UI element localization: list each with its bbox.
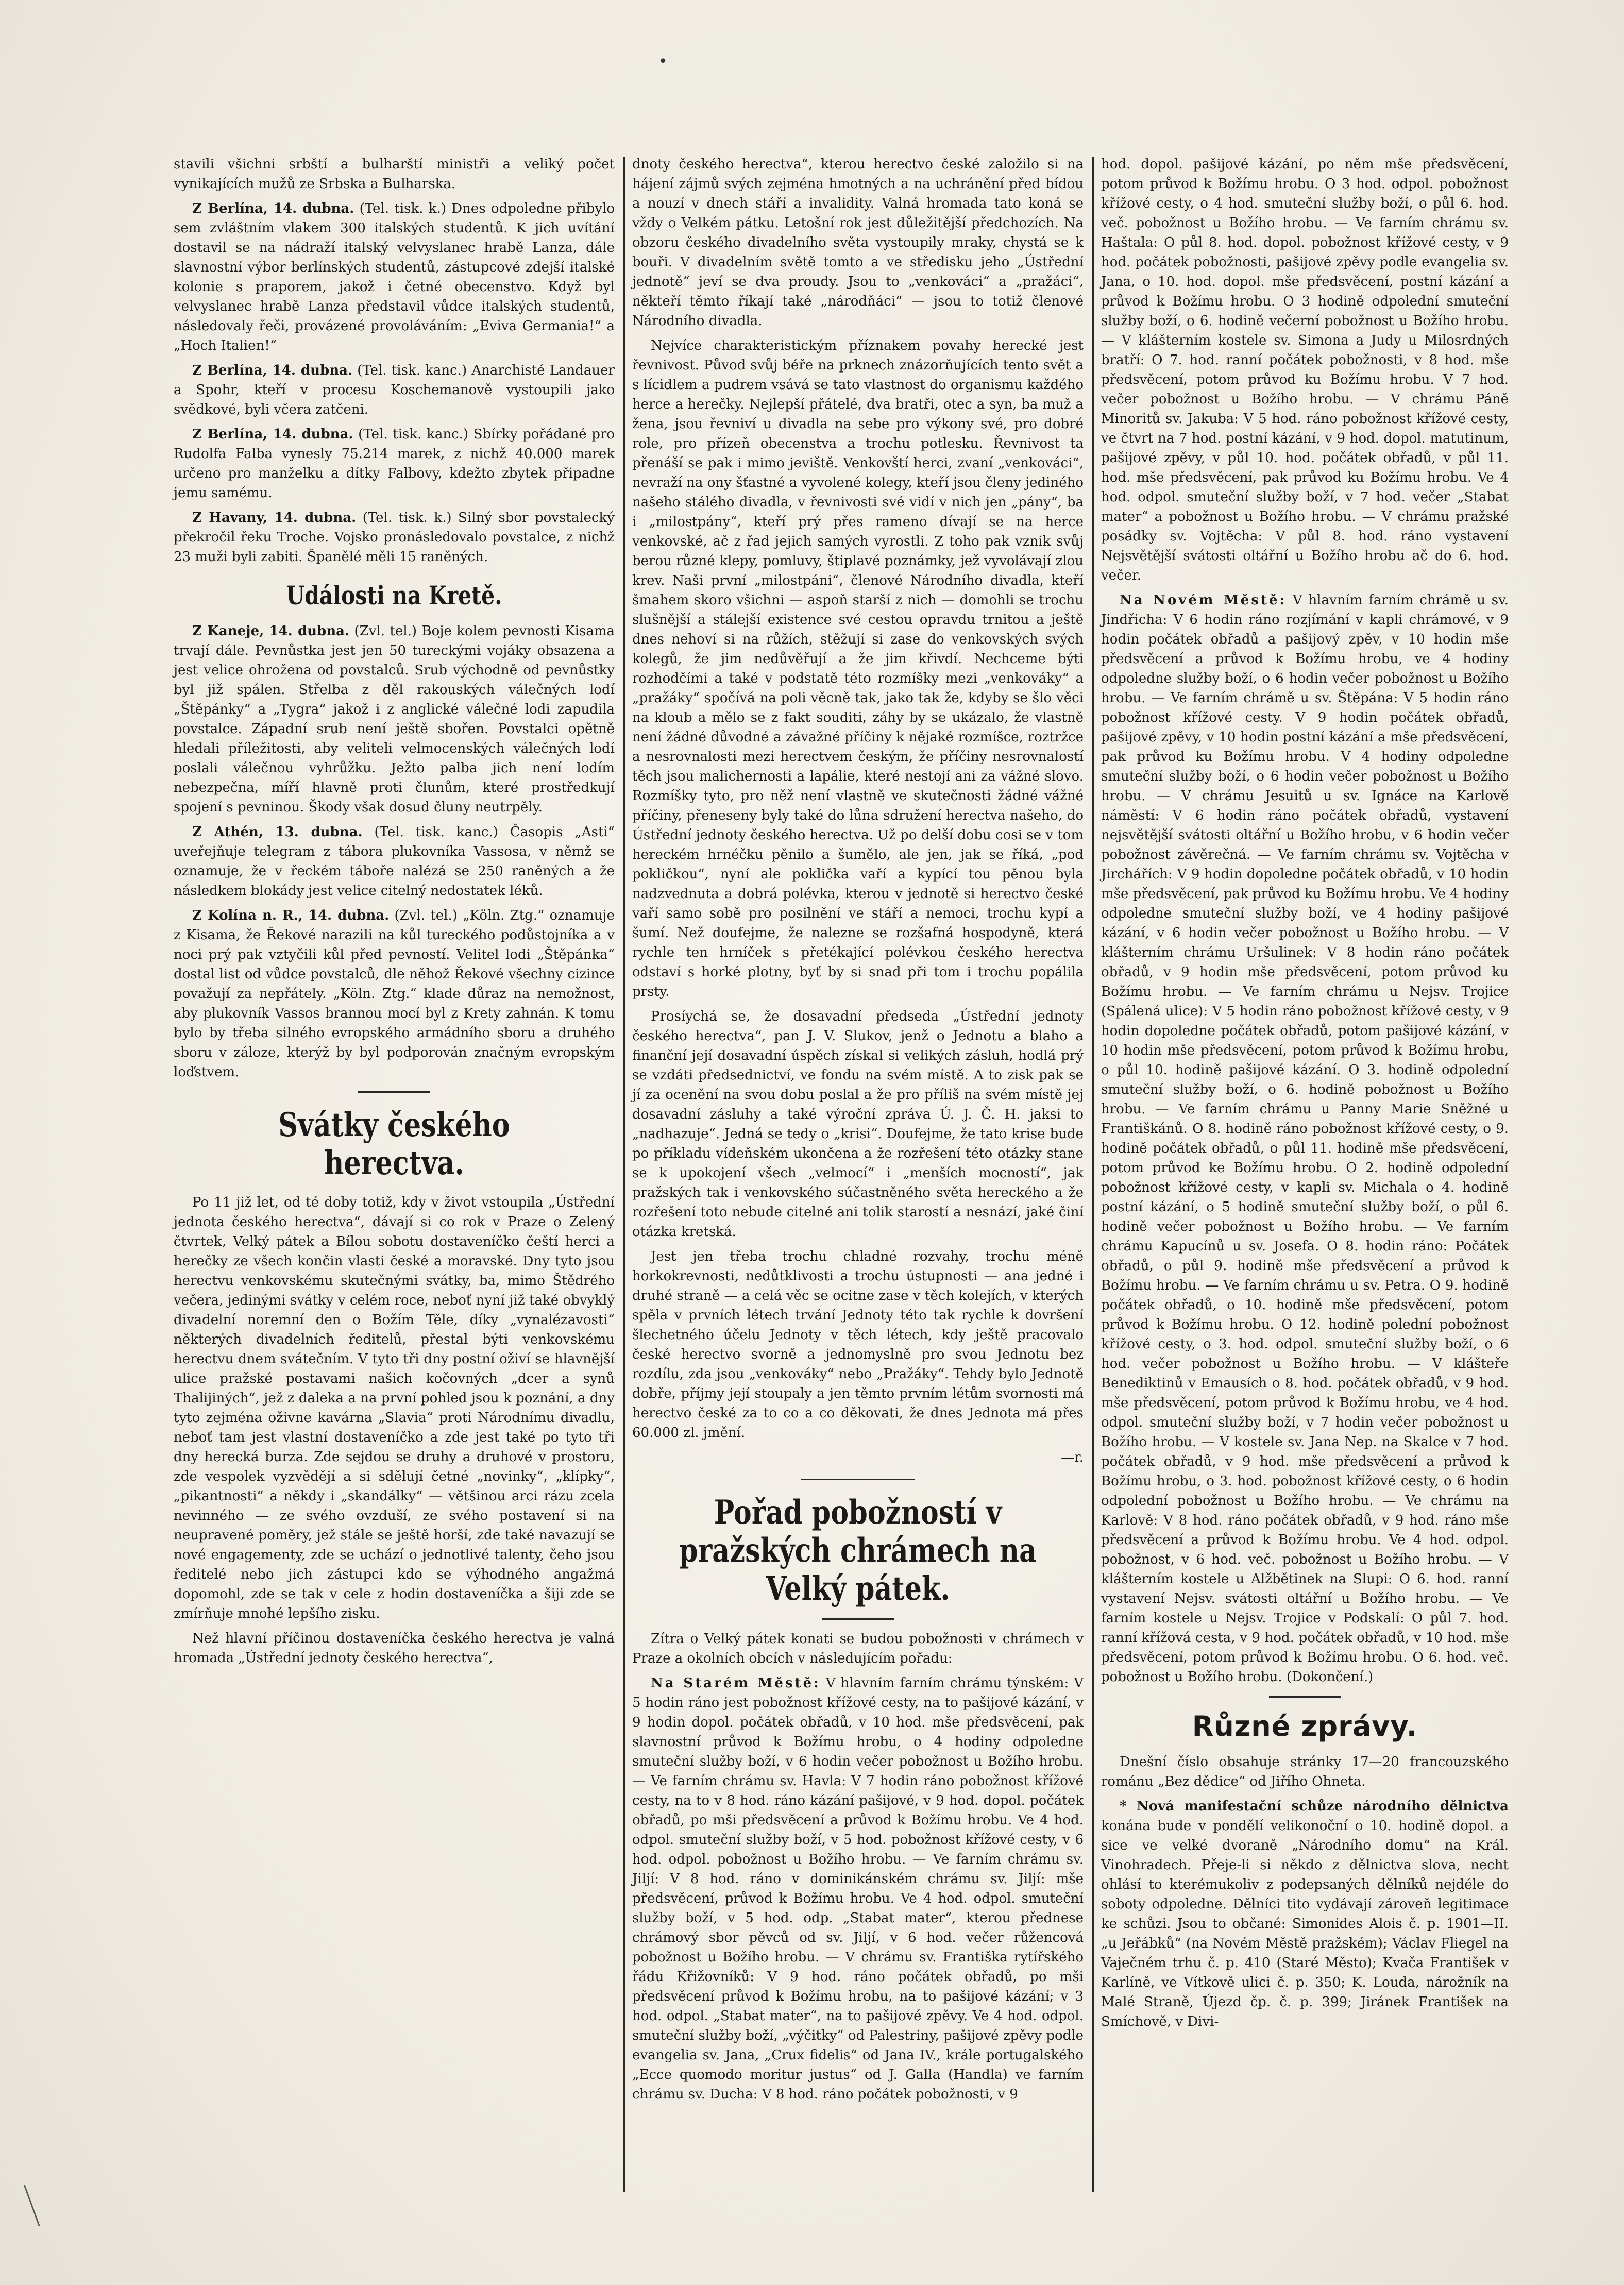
divider xyxy=(822,1618,894,1620)
news-text: (Tel. tisk. k.) Dnes odpoledne přibylo sem zvláštním vlakem 300 italských studentů. K jich uvítání dostavil se na nádraží italský velvyslanec hrabě Lanza, dále slavnostní výbor berlínských studentů, zástupcové zdejší italské kolonie s praporem, jakož i četné obecenstvo. Když byl velvyslanec hrabě Lanza představil vůdce italských studentů, následovaly řeči, provázené provoláváním: „Eviva Germania!“ a „Hoch Italien!“ xyxy=(174,201,615,353)
article-paragraph xyxy=(1101,1797,1509,2032)
section-heading: Svátky českého herectva. xyxy=(278,1106,510,1182)
subheading: Na Starém Městě: xyxy=(651,1675,821,1691)
section-heading: Pořad pobožností v pražských chrámech na Velký pátek. xyxy=(679,1493,1037,1608)
news-text: (Zvl. tel.) Boje kolem pevnosti Kisama trvají dále. Pevnůstka jest jen 50 tureckými vojáky obsazena a jest velice ohrožena od povstalců. Srub východně od pevnůstky byl již spálen. Střelba z děl rakouských válečných lodí „Štěpánky“ a „Tygra“ jakož i z anglické válečné lodi zapudila povstalce. Západní srub není ještě sbořen. Povstalci opětně hledali příležitosti, aby veliteli velmocenských válečných lodí poslali válečnou vyhrůžku. Ježto palba jich není lodím nebezpečna, míří hlavně proti člunům, které prostředkují spojení s pevninou. Škody však dosud čluny neutrpěly. xyxy=(174,623,615,815)
news-item xyxy=(174,906,615,1082)
article-text: V hlavním farním chrámu týnském: V 5 hodin ráno jest pobožnost křížové cesty, na to pašijové kázání, v 9 hodin dopol. počátek obřadů, v 10 hod. mše předsvěcení, pak slavnostní průvod k Božímu hrobu, o 4 hodiny odpoledne smuteční služby boží, v 6 hodin večer pobožnost u Božího hrobu. — Ve farním chrámu sv. Havla: V 7 hodin ráno pobožnost křížové cesty, na to v 8 hod. ráno kázání pašijové, v 9 hod. dopol. počátek obřadů, po mši předsvěcení a průvod k Božímu hrobu. Ve 4 hod. odpol. smuteční služby boží, v 5 hod. pobožnost křížové cesty, v 6 hod. odpol. pobožnost u Božího hrobu. — Ve farním chrámu sv. Jiljí: V 8 hod. ráno v dominikánském chrámu sv. Jiljí: mše předsvěcení, průvod k Božímu hrobu. Ve 4 hod. odpol. smuteční služby boží, v 5 hod. odp. „Stabat mater“, kterou přednese chrámový sbor pěvců od sv. Jiljí, v 6 hod. večer růžencová pobožnost u Božího hrobu. — V chrámu sv. Františka rytířského řádu Křižovníků: V 9 hod. ráno počátek obřadů, po mši předsvěcení průvod k Božímu hrobu, na to pašijové kázání; v 3 hod. odpol. „Stabat mater“, na to pašijové zpěvy. Ve 4 hod. odpol. smuteční služby boží, „výčitky“ od Palestriny, pašijové zpěvy podle evangelia sv. Jana, „Crux fidelis“ od Jana IV., krále portugalského „Ecce quomodo moritur justus“ od J. Galla (Handla) ve farním chrámu sv. Ducha: V 8 hod. ráno počátek pobožnosti, v 9 xyxy=(632,1675,1084,2102)
divider xyxy=(1269,1696,1341,1698)
divider xyxy=(801,1479,915,1480)
news-item xyxy=(174,199,615,356)
section-heading: Různé zprávy. xyxy=(1192,1710,1418,1742)
dateline: Z Berlína, 14. dubna. xyxy=(192,201,354,216)
dateline: Z Berlína, 14. dubna. xyxy=(192,363,352,378)
news-item xyxy=(174,621,615,817)
dateline: Z Kolína n. R., 14. dubna. xyxy=(192,908,390,923)
dateline: Z Havany, 14. dubna. xyxy=(192,510,357,526)
section-heading: Události na Kretě. xyxy=(286,580,502,611)
article-paragraph xyxy=(1101,590,1509,1687)
news-text: (Tel. tisk. kanc.) Časopis „Asti“ uveřejňuje telegram z tábora plukovníka Vassosa, v němž se oznamuje, že v řeckém táboře nalézá se 250 raněných a že následkem blokády jest velice citelný nedostatek léků. xyxy=(174,824,615,899)
article-paragraph: Dnešní číslo obsahuje stránky 17—20 francouzského románu „Bez dědice“ od Jiřího Ohneta. xyxy=(1101,1754,1509,1789)
article-paragraph: Prosíychá se, že dosavadní předseda „Ústřední jednoty českého herectva“, pan J. V. Slukov, jenž o Jednotu a blaho a finanční její dosavadní úspěch získal si velikých zásluh, hodlá prý se vzdáti předsednictví, ve fondu na svém místě. A to zisk pak se jí za ocenění na svou dobu poslal a že pro příliš na svém místě jej dosavadní zásluhy a také výroční zpráva Ú. J. Č. H. jaksi to „nadhazuje“. Jedná se tedy o „krisi“. Doufejme, že tato krise bude po příkladu vídeňském ukončena a že rozřešení této otázky stane se k upokojení všech „velmocí“ i „menších mocností“, jak pražských tak i venkovského súčastněného světa hereckého a že rozřešení toto nebude citelné ani tolik starostí a nesnází, jaké činí otázka kretská. xyxy=(632,1009,1084,1240)
middle-column xyxy=(626,155,1090,2215)
article-paragraph xyxy=(632,1673,1084,2104)
column-rule xyxy=(623,157,625,2192)
article-paragraph: stavili všichni srbští a bulharští ministři a veliký počet vynikajících mužů ze Srbska a Bulharska. xyxy=(174,157,615,192)
column-rule xyxy=(1092,157,1094,2192)
right-column xyxy=(1095,155,1515,2215)
signature: —r. xyxy=(1061,1450,1084,1465)
article-text: V hlavním farním chrámě u sv. Jindřicha: V 6 hodin ráno rozjímání v kapli chrámové, v 9 hodin počátek obřadů a pašijový zpěv, v 10 hodin mše předsvěcení a průvod k Božímu hrobu, ve 4 hodiny odpoledne služby boží, o 6 hodin večer pobožnost u Božího hrobu. — Ve farním chrámě u sv. Štěpána: V 5 hodin ráno pobožnost křížové cesty. V 9 hodin počátek obřadů, pašijové zpěvy, v 10 hodin postní kázání a mše předsvěcení, pak průvod ku Božímu hrobu. V 4 hodiny odpoledne smuteční služby boží, o 6 hodin večer pobožnost u Božího hrobu. — V chrámu Jesuitů u sv. Ignáce na Karlově náměstí: V 6 hodin ráno počátek obřadů, vystavení nejsvětější svátosti oltářní u Božího hrobu, v 6 hodin večer pobožnost závěrečná. — Ve farním chrámu sv. Vojtěcha v Jirchářích: V 9 hodin dopoledne počátek obřadů, v 10 hodin mše předsvěcení, pak průvod ku Božímu hrobu. Ve 4 hodiny odpoledne smuteční služby boží, ve 4 hodiny pašijové kázání, v 6 hodin večer pobožnost u Božího hrobu. — V klášterním chrámu Uršulinek: V 8 hodin ráno počátek obřadů, v 9 hodin mše předsvěcení, potom průvod ku Božímu hrobu. — Ve farním chrámu u Nejsv. Trojice (Spálená ulice): V 5 hodin ráno pobožnost křížové cesty, v 9 hodin dopoledne počátek obřadů, potom pašijové kázání, v 10 hodin mše předsvěcení, potom průvod k Božímu hrobu, o půl 10. hodině pašijové kázání. O 3. hodině odpolední smuteční služby boží, o 6. hodině pobožnost u Božího hrobu. — Ve farním chrámu u Panny Marie Sněžné u Františkánů. O 8. hodině ráno pobožnost křížové cesty, o 9. hodině počátek obřadů, o půl 11. hodině mše předsvěcení, potom průvod ke Božímu hrobu. O 2. hodině odpolední pobožnost křížové cesty, v kapli sv. Michala o 4. hodině postní kázání, o 5 hodině smuteční služby boží, o půl 6. hodině večer pobožnost u Božího hrobu. — Ve farním chrámu Kapucínů u sv. Josefa. O 8. hodin ráno: Počátek obřadů, o půl 9. hodině mše předsvěcení a průvod k Božímu hrobu. — Ve farním chrámu u sv. Petra. O 9. hodině počátek obřadů, o 10. hodině mše předsvěcení, potom průvod k Božímu hrobu. O 12. hodině polední pobožnost křížové cesty, o 3. hod. odpol. smuteční služby boží, o 6 hod. večer pobožnost u Božího hrobu. — V klášteře Benediktinů v Emausích o 8. hod. počátek obřadů, v 9 hod. mše předsvěcení, potom průvod k Božímu hrobu, ve 4 hod. odpol. smuteční služby boží, v 7 hodin večer pobožnost u Božího hrobu. — V kostele sv. Jana Nep. na Skalce v 7 hod. počátek obřadů, v 9 hod. mše předsvěcení a průvod k Božímu hrobu, o 3. hod. pobožnost křížové cesty, o 6 hodin odpolední pobožnost u Božího hrobu. — Ve chrámu na Karlově: V 8 hod. ráno počátek obřadů, v 9 hod. ráno mše předsvěcení a průvod k Božímu hrobu. Ve 4 hod. odpol. pobožnost, v 6 hod. več. pobožnost u Božího hrobu. — V klášterním kostele u Alžbětinek na Slupi: O 6. hod. ranní vystavení Nejsv. svátosti oltářní u Božího hrobu. — Ve farním kostele u Nejsv. Trojice v Podskalí: O půl 7. hod. ranní křížová cesta, v 9 hod. počátek obřadů, v 10 hod. mše předsvěcení, potom průvod k Božímu hrobu. O 6. hod. več. pobožnost u Božího hrobu. (Dokončení.) xyxy=(1101,593,1509,1685)
article-text: konána bude v pondělí velikonoční o 10. hodině dopol. a sice ve velké dvoraně „Národního domu“ na Král. Vinohradech. Přeje-li si někdo z dělnictva slova, necht ohlásí to kterémukoliv z podepsaných dělníků nejdéle do soboty odpoledne. Dělníci tito vydávají zároveň legitimace ke schůzi. Jsou to občané: Simonides Alois č. p. 1901—II. „u Jeřábků“ (na Novém Městě pražském); Václav Fliegel na Vaječném trhu č. p. 410 (Staré Město); Kvača František v Karlíně, ve Vítkově ulici č. p. 350; K. Louda, nárožník na Malé Straně, Újezd čp. č. p. 399; Jiránek František na Smíchově, v Divi- xyxy=(1101,1818,1509,2029)
news-item xyxy=(174,822,615,901)
article-paragraph: Zítra o Velký pátek konati se budou pobožnosti v chrámech v Praze a okolních obcích v následujícím pořadu: xyxy=(632,1631,1084,1666)
dateline: Z Athén, 13. dubna. xyxy=(192,824,363,840)
page-edge-mark xyxy=(23,2185,71,2226)
article-paragraph: hod. dopol. pašijové kázání, po něm mše předsvěcení, potom průvod k Božímu hrobu. O 3 hod. odpol. pobožnost křížové cesty, o 4 hod. smuteční služby boží, o půl 6. hod. več. pobožnost u Božího hrobu. — Ve farním chrámu sv. Haštala: O půl 8. hod. dopol. pobožnost křížové cesty, v 9 hod. počátek pobožnosti, pašijové zpěvy podle evangelia sv. Jana, o 10. hod. dopol. mše předsvěcení, postní kázání a průvod k Božímu hrobu. O 3 hodině odpolední smuteční služby boží, o 6. hodině večerní pobožnost u Božího hrobu. — V klášterním kostele sv. Simona a Judy u Milosrdných bratří: O 7. hod. ranní počátek pobožnosti, v 8 hod. mše předsvěcení, potom průvod ku Božímu hrobu. V 7 hod. večer pobožnost u Božího hrobu. — V chrámu Páně Minoritů sv. Jakuba: V 5 hod. ráno pobožnost křížové cesty, ve čtvrt na 7 hod. postní kázání, v 9 hod. dopol. matutinum, pašijové zpěvy, v půl 10. hod. počátek obřadů, v půl 11. hod. mše předsvěcení, pak průvod ku Božímu hrobu. Ve 4 hod. odpol. smuteční služby boží, v 7 hod. večer „Stabat mater“ a pobožnost u Božího hrobu. — V chrámu pražské posádky sv. Vojtěcha: V půl 8. hod. ráno vystavení Nejsvětější svátosti oltářní u Božího hrobu ač do 6. hod. večer. xyxy=(1101,157,1509,583)
news-item xyxy=(174,361,615,419)
page-speck: • xyxy=(658,53,668,71)
news-text: (Tel. tisk. kanc.) Sbírky pořádané pro Rudolfa Falba vynesly 75.214 marek, z nichž 40.000 marek určeno pro manželku a dítky Falbovy, kdežto zbytek připadne jemu samému. xyxy=(174,427,615,501)
news-item xyxy=(174,425,615,503)
article-paragraph: Jest jen třeba trochu chladné rozvahy, trochu méně horkokrevnosti, nedůtklivosti a trochu ústupnosti — ana jedné i druhé straně — a celá věc se ocitne zase v těch kolejích, v kterých spěla v prvních létech trvání Jednoty této tak rychle k dovršení šlechetného účelu Jednoty v těch létech, kdy ještě pracovalo české herectvo svorně a jednomyslně pro svou Jednotu bez rozdílu, zda jsou „venkováky“ nebo „Pražáky“. Tehdy bylo Jednotě dobře, příjmy její stoupaly a jen těmto prvním létům svornosti má herectvo české za to co a co děkovati, že dnes Jednota má přes 60.000 zl. jmění. xyxy=(632,1249,1084,1441)
news-text: (Tel. tisk. kanc.) Anarchisté Landauer a Spohr, kteří v procesu Koschemanově vystoupili jako svědkové, byli včera zatčeni. xyxy=(174,363,615,417)
article-paragraph: Než hlavní příčinou dostaveníčka českého herectva je valná hromada „Ústřední jednoty českého herectva“, xyxy=(174,1631,615,1666)
dateline: Z Kaneje, 14. dubna. xyxy=(192,623,350,639)
left-column xyxy=(167,155,621,2215)
news-text: (Zvl. tel.) „Köln. Ztg.“ oznamuje z Kisama, že Řekové narazili na kůl tureckého podůstojníka a v noci prý pak vztyčili kůl před pevností. Velitel lodi „Štěpánka“ dostal list od vůdce povstalců, dle něhož Řekové všechny cizince považují za nepřátely. „Köln. Ztg.“ klade důraz na nemožnost, aby plukovník Vassos brannou mocí byl z Krety zahnán. K tomu bylo by třeba silného evropského armádního sboru a druhého sboru v záloze, kterýž by byl podporován značným evropským loďstvem. xyxy=(174,908,615,1080)
divider xyxy=(358,1091,430,1093)
article-paragraph: Nejvíce charakteristickým příznakem povahy herecké jest řevnivost. Původ svůj béře na prknech znázorňujících tento svět a s lícidlem a pudrem vsává se tato vlastnost do organismu každého herce a herečky. Nejlepší přátelé, dva bratři, otec a syn, ba muž a žena, jsou řevniví u divadla na sebe pro výkony své, pro dobré role, pro přízeň obecenstva a trochu potlesku. Řevnivost ta přenáší se pak i mimo jeviště. Venkovští herci, zvaní „venkováci“, nevraží na ony šťastné a vyvolené kolegy, kteří jsou členy jediného našeho stálého divadla, v řevnivosti své vidí v nich jen „pány“, ba i „milostpány“, kteří prý přes rameno dívají se na herce venkovské, ač z řad jejich samých vyrostli. Z toho pak vznik svůj berou různé klepy, pomluvy, štiplavé poznámky, jež vyvolávají zlou krev. Naši první „milostpáni“, členové Národního divadla, kteří šmahem skoro všichni — aspoň starší z nich — domohli se trochu slušnější a stálejší existence své cestou opravdu trnitou a ještě dnes nehoví si na růžích, stěžují si zase do venkovských svých kolegů, že jim nedůvěřují a že jim křivdí. Nechceme býti rozhodčími a také v podstatě této rozmíšky mezi „venkováky“ a „pražáky“ spočívá na poli věcně tak, jako tak že, kdyby se šlo věci na kloub a mělo se z fakt souditi, záhy by se ukázalo, že vlastně není žádné důvodné a závažné příčiny k nějaké rozmíšce, roztržce a nesrovnalosti mezi herectvem českým, že příčiny nesrovnalostí těch jsou malichernosti a lapálie, které nestojí ani za vážné slovo. Rozmíšky tyto, pro něž není vlastně ve skutečnosti žádné vážné příčiny, přeneseny byly také do lůna sdružení herectva našeho, do Ústřední jednoty českého herectva. Už po delší dobu cosi se v tom hereckém hrnéčku pěnilo a šumělo, ale jen, jak se říká, „pod pokličkou“, nyní ale poklička vaří a kypící tou pěnou byla nadzvednuta a dobrá polévka, kterou v jednotě si herectvo české vaří samo sobě pro posilnění ve stáří a nemoci, trochu kypí a šumí. Než doufejme, že nalezne se rozšafná hospodyně, která rychle ten hrníček s přetékající polévkou českého herectva odstaví s horké plotny, byť by si snad při tom i trochu popálila prsty. xyxy=(632,338,1084,1000)
news-item xyxy=(174,508,615,567)
subheading: Na Novém Městě: xyxy=(1120,593,1287,608)
item-lead: * Nová manifestační schůze národního dělnictva xyxy=(1120,1799,1509,1814)
article-paragraph: dnoty českého herectva“, kterou herectvo české založilo si na hájení zájmů svých zejména hmotných a na uchránění před bídou a nouzí v dnech stáří a invalidity. Valná hromada tato koná se vždy o Velkém pátku. Letošní rok jest důležitější předchozích. Na obzoru českého divadelního světa vystoupily mraky, chystá se k bouři. V divadelním světě tomto a ve středisku jeho „Ústřední jednotě“ jeví se dva proudy. Jsou to „venkováci“ a „pražáci“, někteří těmto říkají také „národňáci“ — jsou to totiž členové Národního divadla. xyxy=(632,157,1084,329)
news-text: (Tel. tisk. k.) Silný sbor povstalecký překročil řeku Troche. Vojsko pronásledovalo povstalce, z nichž 23 muži byli zabiti. Španělé měli 15 raněných. xyxy=(174,510,615,565)
article-paragraph: Po 11 již let, od té doby totiž, kdy v život vstoupila „Ústřední jednota českého herectva“, dávají si co rok v Praze o Zelený čtvrtek, Velký pátek a Bílou sobotu dostaveníčko čeští herci a herečky ze všech končin vlasti české a moravské. Dny tyto jsou herectvu venkovskému skutečnými svátky, ba, mimo Štědrého večera, jedinými svátky v celém roce, neboť nyní již také obvyklý divadelní noremní den o Božím Těle, díky „vynalézavosti“ některých divadelních ředitelů, přestal býti venkovskému herectvu dnem svátečním. V tyto tři dny postní oživí se hlavnější ulice pražské postavami našich kočovných „dcer a synů Thalijiných“, jež z daleka a na první pohled jsou k poznání, a dny tyto zejména oživne kavárna „Slavia“ proti Národnímu divadlu, neboť tam jest vlastní dostaveníčko a zde jest také po tyto tři dny herecká burza. Zde sejdou se druhy a druhové v prostoru, zde vespolek vyzvědějí a si sdělují četné „novinky“, „klípky“, „pikantnosti“ a někdy i „skandálky“ — většinou arci rázu zcela nevinného — ze svého ovzduší, ze svého postavení si na neupravené poměry, jež stále se ještě horší, zde také navazují se nové engagementy, zde se uchází o jednotlivé talenty, čeho jsou ředitelé nebo jich zástupci kdo se výhodného angažmá dopomohl, zde se tak v cele z hodin dostaveníčka a šiji zde se zmírňuje mnohé lepšího zisku. xyxy=(174,1195,615,1621)
dateline: Z Berlína, 14. dubna. xyxy=(192,427,353,442)
